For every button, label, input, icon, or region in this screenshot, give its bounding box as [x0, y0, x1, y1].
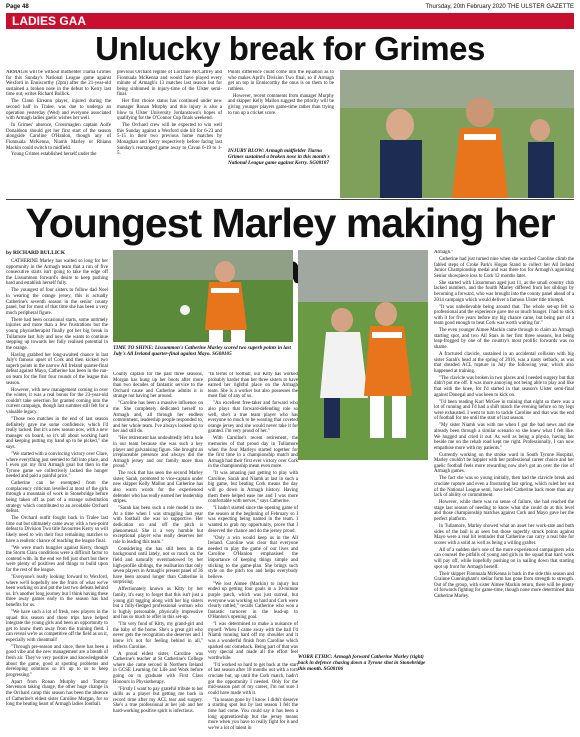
- paragraph: "Sarah has been such a role model to me. At a time when I was struggling last year with football she was so supportive. Her dedication on and off the pitch is phenomenal. She is a very humble but exceptional player who really deserves her role in leading this team.": [113, 506, 203, 545]
- story1-headline: Unlucky break for Grimes: [95, 30, 485, 67]
- paragraph: "I hadn't started since the opening game of the season at the beginning of February so I was expecting being named in the team. I wanted to grab my opportunity, prove that I deserved the chance and do the jersey proud.: [208, 506, 298, 534]
- paragraph: "In season gone by I know I didn't deserve a starting spot but by last season I felt the time had come. You could say it has been a long apprenticeship but the jersey means more when you have to really fight for it and we've a lot of talent in: [208, 697, 298, 731]
- story2-col3b: [298, 464, 428, 652]
- paragraph: "Those two matches in the end of last season definitely gave me some confidence, which I'd really lacked. But it's a new season now, with a new manager on board, so it's all about working hard and keeping putting my hand up to be picked," she says.: [6, 416, 108, 450]
- story2-headline: Youngest Marley making her: [25, 200, 555, 246]
- story2-col1: [6, 250, 108, 734]
- paragraph: Armagh.": [434, 250, 454, 255]
- paragraph: "I'd worked so hard to get back at the start of last season after 18 months out with a torn cruciate but, up until the Cork match, hadn't got the opportunity I needed. Only for the mid-season part of my career, I'm not sure I could have made with it.: [208, 662, 298, 696]
- paragraph: "An excellent free-taker and forward who also plays that forward-defending role so well, she's a true team player who has everyone so much to be wearing that coveted orange jersey and she would never take it for granted. I'm very proud of her.": [208, 401, 298, 435]
- paragraph: The Clann Eireann player, injured during the second half in Tralee, was due to undergo an operation yesterday (Wed) and everyone associated with Armagh ladies gaelic wishes her well.: [6, 99, 111, 122]
- story1-caption: INJURY BLOW: Armagh midfielder Tiarna Grimes sustained a broken nose in this month's National League game against Kerry. SG08107: [228, 148, 330, 166]
- page-header: [6, 2, 574, 12]
- paragraph: There had been occasional starts, some untimely injuries and more than a few frustrations but the young physiotherapist finally got her big break in Tullamore last July and now she wants to continue stepping up towards her fully realised potential in the orange.: [6, 317, 108, 351]
- paragraph: "We were much hungrier against Kerry, though the Storm Ciara conditions were a difficult factor to contend with. In the end we fell just short but there were plenty of positives and things to build upon for the rest of the league.: [6, 545, 108, 573]
- paragraph: Points difference could come into the equation as to who makes April's Division Two final, so if Armagh get on top in Enniscorthy the onus is on them to be ruthless.: [228, 70, 334, 92]
- paragraph: "Her retirement has undoubtedly left a hole in our team because she was such a key player and galvanising figure. She brought an irreplaceable presence and always did the Armagh jersey and our family more than proud.": [113, 436, 203, 470]
- paragraph: Currently working on the stroke ward in South Tyrone Hospital, Marley couldn't be happier with her professional career choice and her gaelic football feels more rewarding now she's got an over the rise of Armagh games.: [434, 452, 574, 475]
- paragraph: County captain for the past three seasons, Morgan has hung up her boots after more than two decades of fantastic service to the Orchard cause and Catherine admits it is strange not having her around.: [113, 372, 203, 400]
- paragraph: "Everyone's really looking forward to Wexford, where we'll hopefully see the fruits of what we've been working on and put the last two defeats behind us. It's another long journey but I think having these three away games early in the season has had benefits for us.: [6, 574, 108, 608]
- paragraph: All of a sudden she's one of the more experienced campaigners who can counsel the pitfalls of young and girls in the squad that hard work will pay off, while hopefully pushing on in nailing down that starting spot up front for Armagh herself.: [434, 547, 574, 570]
- story2-photo-action: [298, 250, 428, 460]
- paragraph: "I'd been reading Karl McGee in training that night so there was a lot of running and I'd had a shift match the evening before so my legs were exhausted. I went to turn to tackle Caroline and that was the end of football for me until the start of last season.: [434, 399, 574, 422]
- page-number: Page 48: [6, 4, 29, 10]
- paragraph: Apart from Ronan Murphy and Tommy Stevenson taking charge, the other huge change in the Orchard camp this season has been the absence of Catherine's eldest sister Caroline Morgan, for so long the beating heart of Armagh ladies football.: [6, 679, 108, 708]
- grimes-photo-image: [340, 70, 574, 198]
- paragraph: "Only a win would keep us in the All Ireland. Caroline was clear that everyone needed to play the game of our lives and Caroline O'Hanlon emphasised the importance of keeping things simple and sticking to the game-plan. She brings such style on the pitch too and helps everybody believe.: [208, 535, 298, 580]
- paragraph: She started with Lissummon aged just 11, as the small country club lacked numbers, and the fourth Marley differed from her siblings by becoming a forward, who was brought into the county panel ahead of a 2014 campaign which would deliver a famous Ulster title triumph.: [434, 280, 574, 303]
- paragraph: However, with new management coming in over the winter, it was a real bonus for the 23-year-old couldn't take selection for granted coming into the current campaign, though last summer still felt for a valuable legacy.: [6, 387, 108, 415]
- date-line: Thursday, 20th February 2020 THE ULSTER GAZETTE: [425, 4, 574, 10]
- paragraph: ARMAGH will be without midfielder Tiarna Grimes for this Sunday's National League game against Wexford in Enniscorthy (2pm) after the 21-year-old sustained a broken nose in the defeat to Kerry last time out, writes Richard Bullick.: [6, 70, 111, 98]
- paragraph: "I was determined to make a nuisance of myself. When I came away with the ball I'd Niamh running hard off my shoulder and it was a wonderful finish from Caroline which sparked our comeback. Being part of that was very special and made all the effort feel worthwhile.: [208, 622, 298, 661]
- paragraph: "In terms of football, our Kitty has worked probably harder than her three sisters to have earned her rightful place on the Armagh team. She is a worker but also possesses the most flair of any of us.: [208, 372, 298, 400]
- story2-caption2: WORK ETHIC: Armagh forward Catherine Marley (right) back in defence chasing down a Tyrone shot in Stonebridge this month. SG08106: [298, 654, 426, 672]
- paragraph: Catherine had just turned nine when she watched Caroline climb the fabled steps of Croke Park's Hogan Stand to collect her All Ireland Junior Championship medal and was there too for Armagh's agonising Senior showpiece loss to Cork 12 months later.: [434, 256, 574, 279]
- paragraph: Catherine can be exempted from the complacency criticism levelled at most of the girls through a mountain of work in Stonebridge before being taken off as part of a strange substitution strategy which contributed to an avoidable Orchard defeat.: [6, 481, 108, 515]
- paragraph: In Tullamore, Marley showed what an asset her work-rate and both sides of the ball is as seen but those superbly struck points against Mayo were a real bit reminder that Catherine can carry a real bite for scores with a solid as well as being a willing grafter.: [434, 524, 574, 546]
- paragraph: "We started with a convincing victory over Clare, where everything just seemed to fall into place, and I even got my first Armagh goal but then in the Tyrone game we collectively lacked the hunger needed and paid a painful price.": [6, 451, 108, 480]
- paragraph: "Through pre-season and since, there has been a good vibe and the new management are a breath of fresh air. They've very positive and knowledgeable about the game, good at spotting problems and developing solutions so it's up to us to keep progressing.": [6, 644, 108, 678]
- paragraph: "We have such a lot of fresh, new players in the squad this season and those trips have helped integrate the young girls and been an opportunity to get to know them away from the training field. I can reveal we're as competitive off the field as on it, especially with cheatmail!: [6, 609, 108, 643]
- paragraph: A proud eldest sister, Caroline was Catherine's teacher at St Catherine's College where she came second in Northern Ireland in GCSE Learning for Life and Work before going on to graduate with First Class Honours in Physiotherapy.: [113, 651, 203, 685]
- paragraph: "I'm very fond of Kitty, my grand-girl and the baby of the home. She's a great girl who never gets the recognition she deserves and I know it's not for feeling behind in all," reflects Caroline.: [113, 622, 203, 650]
- paragraph: The rock that has seen the second Marley sister, Sarah, promoted to vice-captain under new skipper Kelly Mallon and Catherine has also warm words for the experienced defender who has really earned her leadership stripes.: [113, 471, 203, 505]
- paragraph: Having grabbed her long-awaited chance in last July's famous upset of Cork and then kicked two superb points in the narrow All Ireland quarter-final defeat against Mayo, Catherine has been in the run-on team for the first four rounds of the league this season.: [6, 352, 108, 386]
- story2-photo-main: [113, 250, 293, 342]
- paragraph: Young Grimes established herself under the: [11, 152, 97, 158]
- paragraph: CATHERINE Marley has waited so long for her opportunity in the Armagh team that a run of five consecutive starts isn't going to take the edge off the Lissummon forward's desire to keep pushing hard and establish herself fully.: [6, 259, 108, 287]
- paragraph: Her first choice status has continued under new manager Ronan Murphy and this injury is also a blow to Ulster University Jordanstown's hopes of qualifying for the O'Connor Cup finals weekend.: [117, 99, 222, 122]
- paragraph: "My sister Niamh was with me when I got the bad news and she already been through a similar scenario so she knew what I felt like. We hugged and cried it out. As well as being a physio, having her beside me on the rehab road kept me right. Professionally, I can now empathise more with my patients.": [434, 423, 574, 451]
- paragraph: In Grimes' absence, Crossmaglen captain Aoife Donaldson should get her first start of the season alongside Caroline O'Hanlon, though any of Fionnuala McKenna, Niamh Marley or Rhiann Mackin could switch to midfield.: [6, 123, 111, 151]
- byline: by RICHARD BULLICK: [6, 250, 66, 256]
- paragraph: The Orchard crew will be expected to win well this Sunday against a Wexford side hit for 6-23 and 5-15 in their two previous home matches by Monaghan and Kerry respectively before facing last Sunday's rearranged game away to Cavan 6-19 to 1-5.: [117, 123, 222, 157]
- paragraph: The fact she was so young initially, then had the clavicle break and cruciate rupture and even a frustrating last spring, which ruled her out of the National League semi, have held Catherine back more than any lack of ability or commitment.: [434, 476, 574, 499]
- paragraph: A fractured clavicle, sustained in an accidental collision with big sister Sarah's head at the spring of 2016, was a nasty setback, as was that dreaded ACL rupture in July the following year, which also happened at training.: [434, 352, 574, 374]
- paragraph: "Firstly I want to pay grateful tribute to her skills as a player but getting me back in record time after my ACL tear and surgery. She's a true professional at her job and her hard-working positive spirit is infectious.: [113, 686, 203, 714]
- story2-col2: [113, 372, 203, 734]
- story1-col3: [228, 70, 334, 145]
- paragraph: "Caroline has been a massive influence on me. She completely dedicated herself to Armagh and, all through her endless commitment, leadership people responded to, and her whole team. I've always looked up to her and still do.: [113, 401, 203, 435]
- section-banner: LADIES GAA: [6, 13, 574, 29]
- paragraph: "The clavicle was broken in two places and I needed surgery but that didn't put me off. It was more annoying not being able to play and like that with the knee, for I'd started in that season's Ulster semi-final against Donegal and was keen to kick on.: [434, 375, 574, 398]
- story1-col2: [117, 70, 222, 198]
- paragraph: The youngest of four sisters to follow dad Noel in wearing the orange jersey, this is actually Catherine's seventh season in the senior county panel, but for most of that time she has been a very much peripheral figure.: [6, 288, 108, 316]
- story2-col4: [434, 250, 574, 734]
- paragraph: The Orchard outfit fought back in Tralee last time out but ultimately came away with a two-point defeat to Division Two title favourites Kerry so will likely need to win their four remaining matches to have a realistic chance of reaching the league final.: [6, 516, 108, 544]
- paragraph: previous Orchard regime of Lorraine McCaffrey and Fionnuala McKenna and would have played every minute of Armagh's 13 matches last season but for being sinbinned in injury-time of the Ulster semi-final.: [117, 70, 222, 98]
- paragraph: However, recent comments from manager Murphy and skipper Kelly Mallon suggest the priority will be giving younger players game-time rather than trying to run up a cricket score.: [228, 93, 334, 116]
- story1-photo: [340, 70, 574, 198]
- work-ethic-photo-image: [298, 250, 428, 460]
- story2-caption1: TIME TO SHINE: Lissummon's Catherine Marley scored two superb points in last July's All Ireland quarter-final against Mayo. SG08105: [113, 345, 291, 357]
- story2-col3: [208, 372, 298, 734]
- paragraph: "It was unbelievable being around that. The whole set-up felt so professional and the experience gave me so much hunger. I had to stick with it for five years before my big chance came, but being part of a team good enough to beat Cork was worth waiting for.": [434, 304, 574, 327]
- paragraph: "We lost Aimee (Mackin) to injury but ended up getting four goals in a 10-minute purple patch, which was just surreal, but everyone was working so hard and Cork were clearly rattled," recalls Catherine who won a fantastic turnover in the lead-up to O'Hanlon's opening goal.: [208, 581, 298, 621]
- paragraph: With Caroline's recent retirement, the memories of that proud day in Tullamore when the four Marleys started together for the first time in a championship match and Armagh had their first ever victory over Cork in the championship mean even more.: [208, 436, 298, 470]
- paragraph: "It was amazing just getting to play with Caroline, Sarah and Niamh at last in such a big game, but beating Cork means the day will go down in Armagh history. Having them there helped ease me and I was more comfortable with nerves," says Catherine.: [208, 471, 298, 505]
- paragraph: Considering she has still been in the background until lately, not so much on the field and naturally overshadowed by her high-profile siblings, the realisation that only seven players in Armagh's present panel of 36 have been around longer than Catherine is surprising.: [113, 546, 203, 586]
- paragraph: Affectionately known as Kitty by her family, it's easy to forget that this isn't just a young girl tagging along with her big sisters but a fully-fledged professional woman who is highly personable, physically impressive and has so much to offer in this set-up.: [113, 587, 203, 621]
- paragraph: The even younger Aimee Mackin came through to claim an Armagh starting spot, and two All Stars in her first three seasons, but being leap-frogged by one of the country's most prolific forwards was no shame.: [434, 328, 574, 351]
- marley-photo-image: [113, 250, 293, 342]
- paragraph: Their skipper Fionnuala McKenna is back in the side this season and Grainne Cunningham's stellar form has gone from strength to strength. Out of the group, with sister Aimee Mackin return, there will be plenty of forwards fighting for game-time, though none more determined than Catherine Marley.: [434, 571, 574, 599]
- paragraph: However, while there was no sense of failure, she had reached the stage last season of needing to know what she could do at this level and those championship matches against Cork and Mayo gave her the perfect platform.: [434, 500, 574, 523]
- story1-col1: [6, 70, 111, 198]
